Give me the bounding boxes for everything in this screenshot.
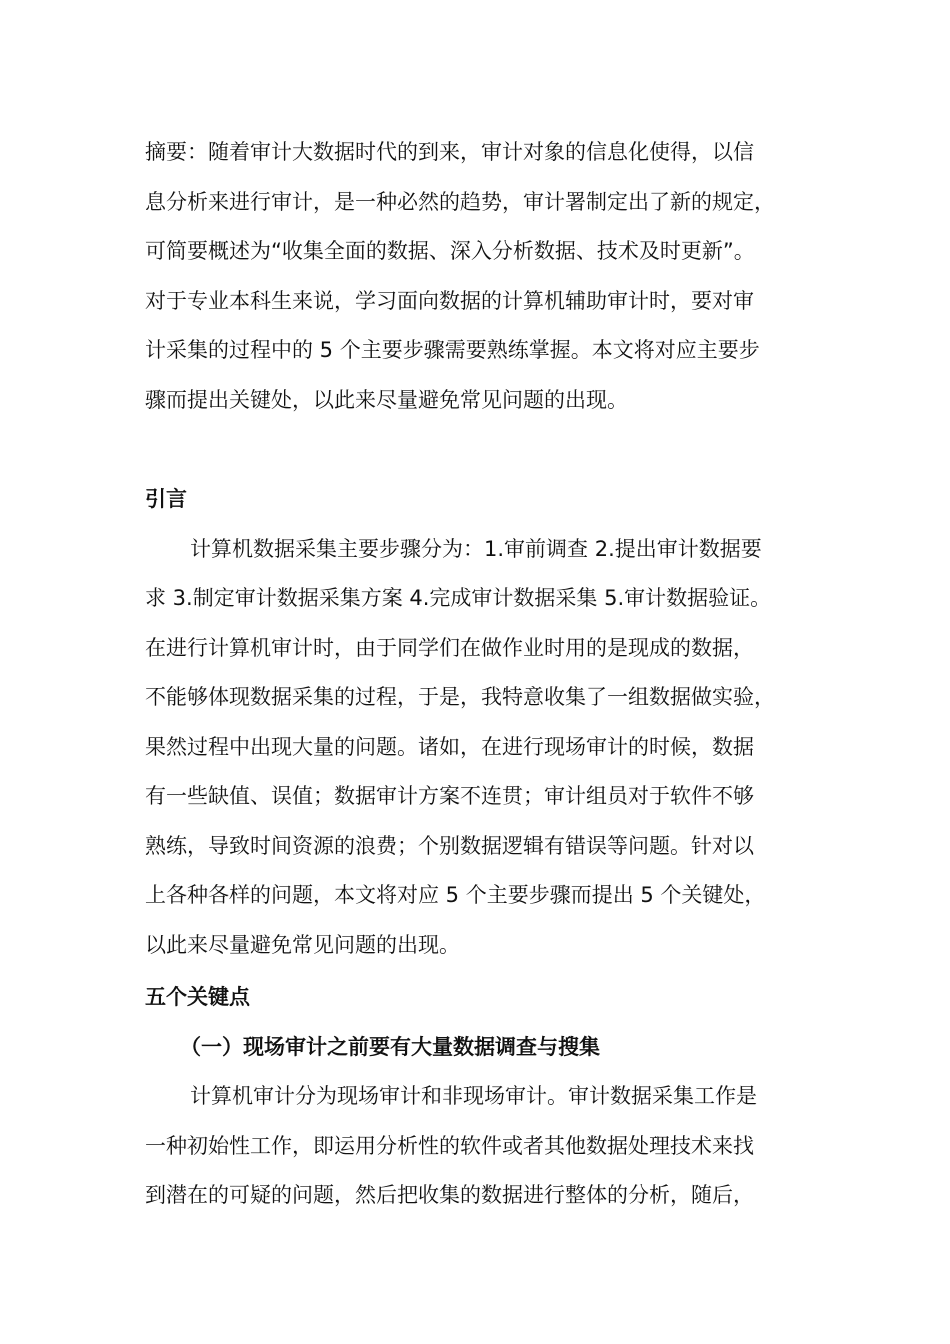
intro-line: 求 3.制定审计数据采集方案 4.完成审计数据采集 5.审计数据验证。: [145, 586, 772, 610]
section-heading-intro: 引言: [145, 487, 187, 511]
intro-line: 计算机数据采集主要步骤分为：1.审前调查 2.提出审计数据要: [190, 537, 762, 561]
abstract-line: 息分析来进行审计，是一种必然的趋势，审计署制定出了新的规定，: [145, 190, 775, 214]
intro-line: 果然过程中出现大量的问题。诸如，在进行现场审计的时候，数据: [145, 735, 754, 759]
abstract-line: 对于专业本科生来说，学习面向数据的计算机辅助审计时，要对审: [145, 289, 754, 313]
intro-line: 上各种各样的问题，本文将对应 5 个主要步骤而提出 5 个关键处，: [145, 883, 766, 907]
abstract-line: 骤而提出关键处，以此来尽量避免常见问题的出现。: [145, 388, 628, 412]
abstract-line: 摘要：随着审计大数据时代的到来，审计对象的信息化使得，以信: [145, 140, 754, 164]
intro-line: 有一些缺值、误值；数据审计方案不连贯；审计组员对于软件不够: [145, 784, 754, 808]
section-heading-five-points: 五个关键点: [145, 985, 250, 1009]
intro-line: 以此来尽量避免常见问题的出现。: [145, 933, 460, 957]
intro-line: 在进行计算机审计时，由于同学们在做作业时用的是现成的数据，: [145, 636, 754, 660]
intro-line: 熟练，导致时间资源的浪费；个别数据逻辑有错误等问题。针对以: [145, 834, 754, 858]
abstract-line: 计采集的过程中的 5 个主要步骤需要熟练掌握。本文将对应主要步: [145, 338, 760, 362]
abstract-line: 可简要概述为“收集全面的数据、深入分析数据、技术及时更新”。: [145, 239, 755, 263]
section1-line: 到潜在的可疑的问题，然后把收集的数据进行整体的分析，随后，: [145, 1183, 754, 1207]
section1-line: 一种初始性工作，即运用分析性的软件或者其他数据处理技术来找: [145, 1134, 754, 1158]
subheading-1: （一）现场审计之前要有大量数据调查与搜集: [180, 1035, 600, 1059]
intro-line: 不能够体现数据采集的过程，于是，我特意收集了一组数据做实验，: [145, 685, 775, 709]
section1-line: 计算机审计分为现场审计和非现场审计。审计数据采集工作是: [190, 1084, 757, 1108]
